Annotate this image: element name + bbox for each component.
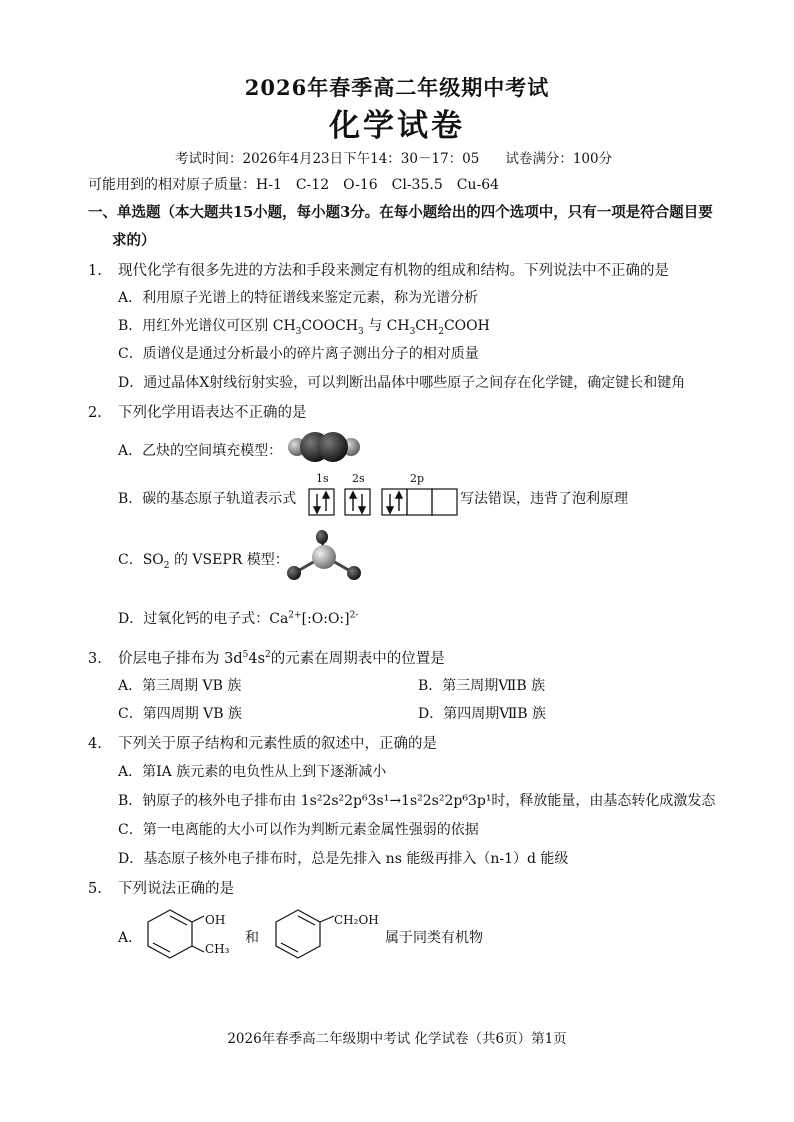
q5-option-a: A．: [118, 930, 143, 946]
q3-option-c: C．第四周期 VB 族: [118, 706, 243, 722]
q2-option-d: D．过氧化钙的电子式：$Ca^{2+}[:O:O:]^{2-}$: [118, 610, 359, 627]
exam-time: 考试时间：2026年4月23日下午14：30－17：05: [175, 151, 480, 167]
benzyl-alcohol-structure-icon: [268, 904, 336, 966]
q4-option-d: D．基态原子核外电子排布时，总是先排入 ns 能级再排入（n-1）d 能级: [118, 851, 569, 867]
exam-info: [175, 147, 612, 167]
q2-option-c: C．$SO_2$ 的 VSEPR 模型：: [118, 552, 289, 571]
section-heading-cont: 求的）: [112, 232, 156, 249]
question-1-stem: 1. 现代化学有很多先进的方法和手段来测定有机物的组成和结构。下列说法中不正确的是: [88, 263, 669, 279]
orbital-diagram-icon: [308, 486, 460, 518]
full-score: 试卷满分：100分: [505, 151, 613, 167]
q2-option-b-note: 写法错误，违背了泡利原理: [460, 491, 628, 507]
section-heading: 一、单选题（本大题共15小题，每小题3分。在每小题给出的四个选项中，只有一项是符合题目要: [88, 204, 713, 221]
q5-and: 和: [245, 930, 259, 946]
hydroxymethyl-label: CH₂OH: [334, 913, 379, 927]
q4-option-c: C．第一电离能的大小可以作为判断元素金属性强弱的依据: [118, 822, 479, 838]
question-5-stem: 5. 下列说法正确的是: [88, 881, 234, 897]
q3-option-b: B．第三周期ⅦB 族: [418, 678, 546, 694]
o-cresol-structure-icon: [140, 904, 206, 966]
hydroxyl-label: OH: [205, 913, 226, 927]
q3-option-d: D．第四周期ⅦB 族: [418, 706, 547, 722]
question-4-stem: 4. 下列关于原子结构和元素性质的叙述中，正确的是: [88, 736, 437, 752]
q4-option-a: A．第ⅠA 族元素的电负性从上到下逐渐减小: [118, 764, 387, 780]
orbital-label-2s: 2s: [352, 472, 365, 485]
q2-option-b: B．碳的基态原子轨道表示式: [118, 491, 297, 507]
q1-option-a: A．利用原子光谱上的特征谱线来鉴定元素，称为光谱分析: [118, 290, 479, 306]
orbital-label-2p: 2p: [410, 472, 425, 485]
orbital-label-1s: 1s: [316, 472, 329, 485]
q1-option-c: C．质谱仪是通过分析最小的碎片离子测出分子的相对质量: [118, 346, 479, 362]
page-footer: 2026年春季高二年级期中考试 化学试卷（共6页）第1页: [227, 1031, 567, 1047]
methyl-label: CH₃: [205, 942, 230, 956]
q1-option-b: B．用红外光谱仪可区别 $CH_3COOCH_3$ 与 $CH_3CH_2COOH$: [118, 318, 490, 337]
so2-vsepr-model-icon: [284, 528, 364, 586]
q2-option-a: A．乙炔的空间填充模型：: [118, 443, 283, 459]
q4-option-b: B．钠原子的核外电子排布由 1s²2s²2p⁶3s¹→1s²2s²2p⁶3p¹时，释放能量，由基态转化成激发态: [118, 793, 716, 809]
question-2-stem: 2. 下列化学用语表达不正确的是: [88, 405, 307, 421]
q1-option-d: D．通过晶体X射线衍射实验，可以判断出晶体中哪些原子之间存在化学键，确定键长和键角: [118, 375, 686, 391]
q5-option-a-tail: 属于同类有机物: [385, 930, 483, 946]
acetylene-model-icon: [287, 430, 361, 464]
q3-option-a: A．第三周期 VB 族: [118, 678, 242, 694]
exam-title: 2026年春季高二年级期中考试: [244, 75, 550, 100]
atomic-masses: 可能用到的相对原子质量：H-1 C-12 O-16 Cl-35.5 Cu-64: [88, 177, 500, 193]
question-3-stem: 3. 价层电子排布为 $3d^54s^2$的元素在周期表中的位置是: [88, 650, 445, 667]
subject-title: 化学试卷: [329, 108, 465, 144]
peroxide-dot-formula: [:O:O:]: [301, 611, 350, 627]
